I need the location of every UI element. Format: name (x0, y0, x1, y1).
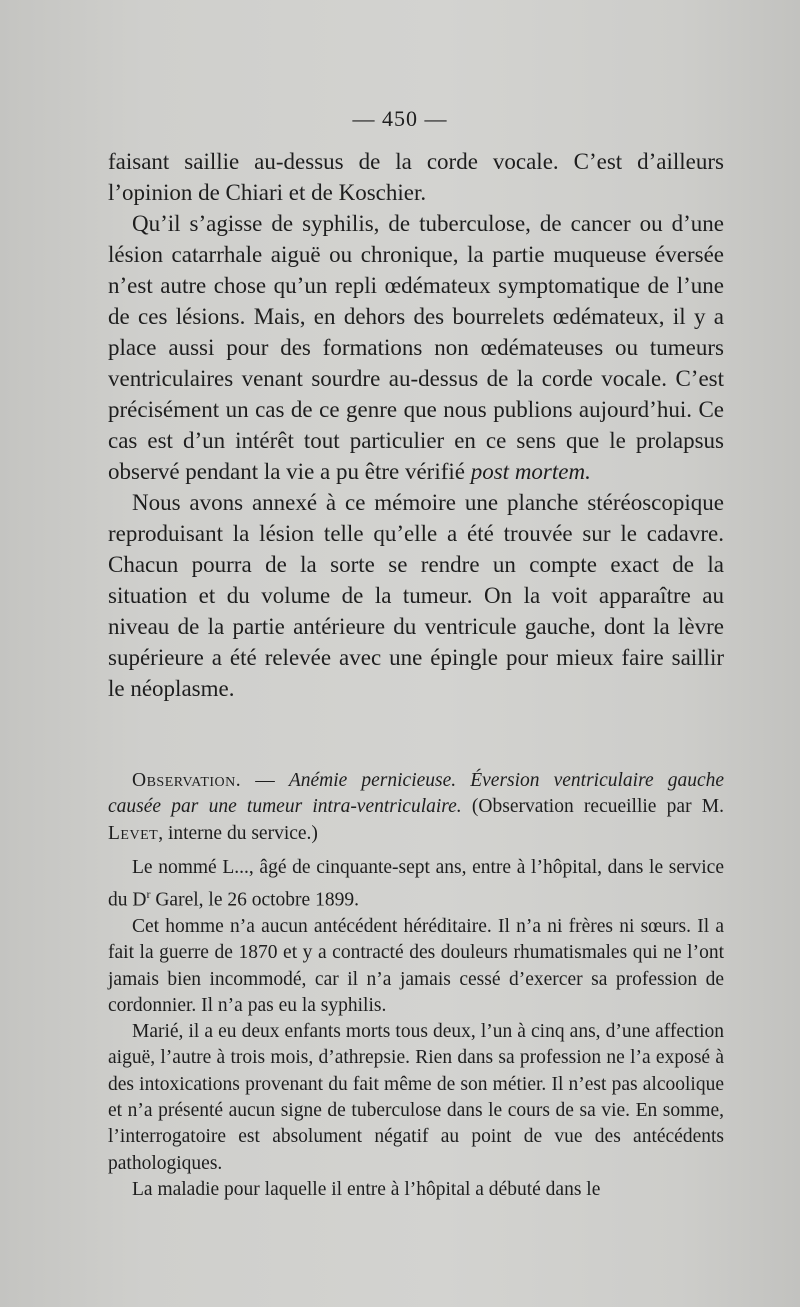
main-text (108, 146, 724, 704)
paragraph-text: Qu’il s’agisse de syphilis, de tuberculose, de cancer ou d’une lésion catarrhale aiguë ou chronique, la partie muqueuse éversée n’est autre chose qu’un repli œdémateux symptomatique de l’une de ces lésions. Mais, en dehors des bourrelets œdémateux, il y a place aussi pour des formations non œdémateuses ou tumeurs ventriculaires venant sourdre au-dessus de la corde vocale. C’est précisément un cas de ce genre que nous publions aujourd’hui. Ce cas est d’un intérêt tout particulier en ce sens que le prolapsus observé pendant la vie a pu être vérifié (108, 211, 724, 484)
paragraph-continuation: faisant saillie au-dessus de la corde vocale. C’est d’ailleurs l’opinion de Chiari et de Koschier. (108, 149, 724, 205)
paragraph: Marié, il a eu deux enfants morts tous deux, l’un à cinq ans, d’une affection aiguë, l’autre à trois mois, d’athrepsie. Rien dans sa profession ne l’a exposé à des intoxications provenant du fait même de son métier. Il n’est pas alcoolique et n’a présenté aucun signe de tuberculose dans le cours de sa vie. En somme, l’interrogatoire est absolument négatif au point de vue des antécédents pathologiques. (108, 1021, 724, 1174)
observation-title: Anémie pernicieuse. Éversion ventriculaire gauche causée par une tumeur intra-ventriculaire. (108, 770, 725, 818)
paragraph: Cet homme n’a aucun antécédent héréditaire. Il n’a ni frères ni sœurs. Il a fait la guerre de 1870 et y a contracté des douleurs rhumatismales qui ne l’ont jamais bien incommodé, car il n’a jamais cessé d’exercer sa profession de cordonnier. Il n’a pas eu la syphilis. (108, 915, 724, 1016)
observation-note-suffix: , interne du service.) (158, 822, 318, 844)
paragraph-text: Garel, le 26 octobre 1899. (150, 889, 359, 911)
observation-author: Levet (108, 822, 159, 844)
italic-phrase: post mortem. (470, 459, 591, 484)
observation-heading (108, 768, 724, 847)
paragraph (108, 208, 724, 487)
paragraph (108, 855, 724, 914)
observation-label: Observation. (132, 770, 242, 791)
paragraph-text: Le nommé L..., âgé de cinquante-sept ans, entre à l’hôpital, dans le service du D (108, 856, 724, 911)
observation-section (108, 768, 724, 1203)
paragraph: Nous avons annexé à ce mémoire une planche stéréoscopique reproduisant la lésion telle qu’elle a été trouvée sur le cadavre. Chacun pourra de la sorte se rendre un compte exact de la situation et du volume de la tumeur. On la voit apparaître au niveau de la partie antérieure du ventricule gauche, dont la lèvre supérieure a été relevée avec une épingle pour mieux faire saillir le néoplasme. (108, 490, 724, 701)
observation-dash: — (241, 770, 289, 791)
paragraph: La maladie pour laquelle il entre à l’hôpital a débuté dans le (132, 1178, 601, 1200)
page-number: — 450 — (352, 106, 448, 131)
observation-note-prefix: (Observation recueillie par M. (461, 796, 724, 818)
superscript: r (146, 887, 151, 902)
